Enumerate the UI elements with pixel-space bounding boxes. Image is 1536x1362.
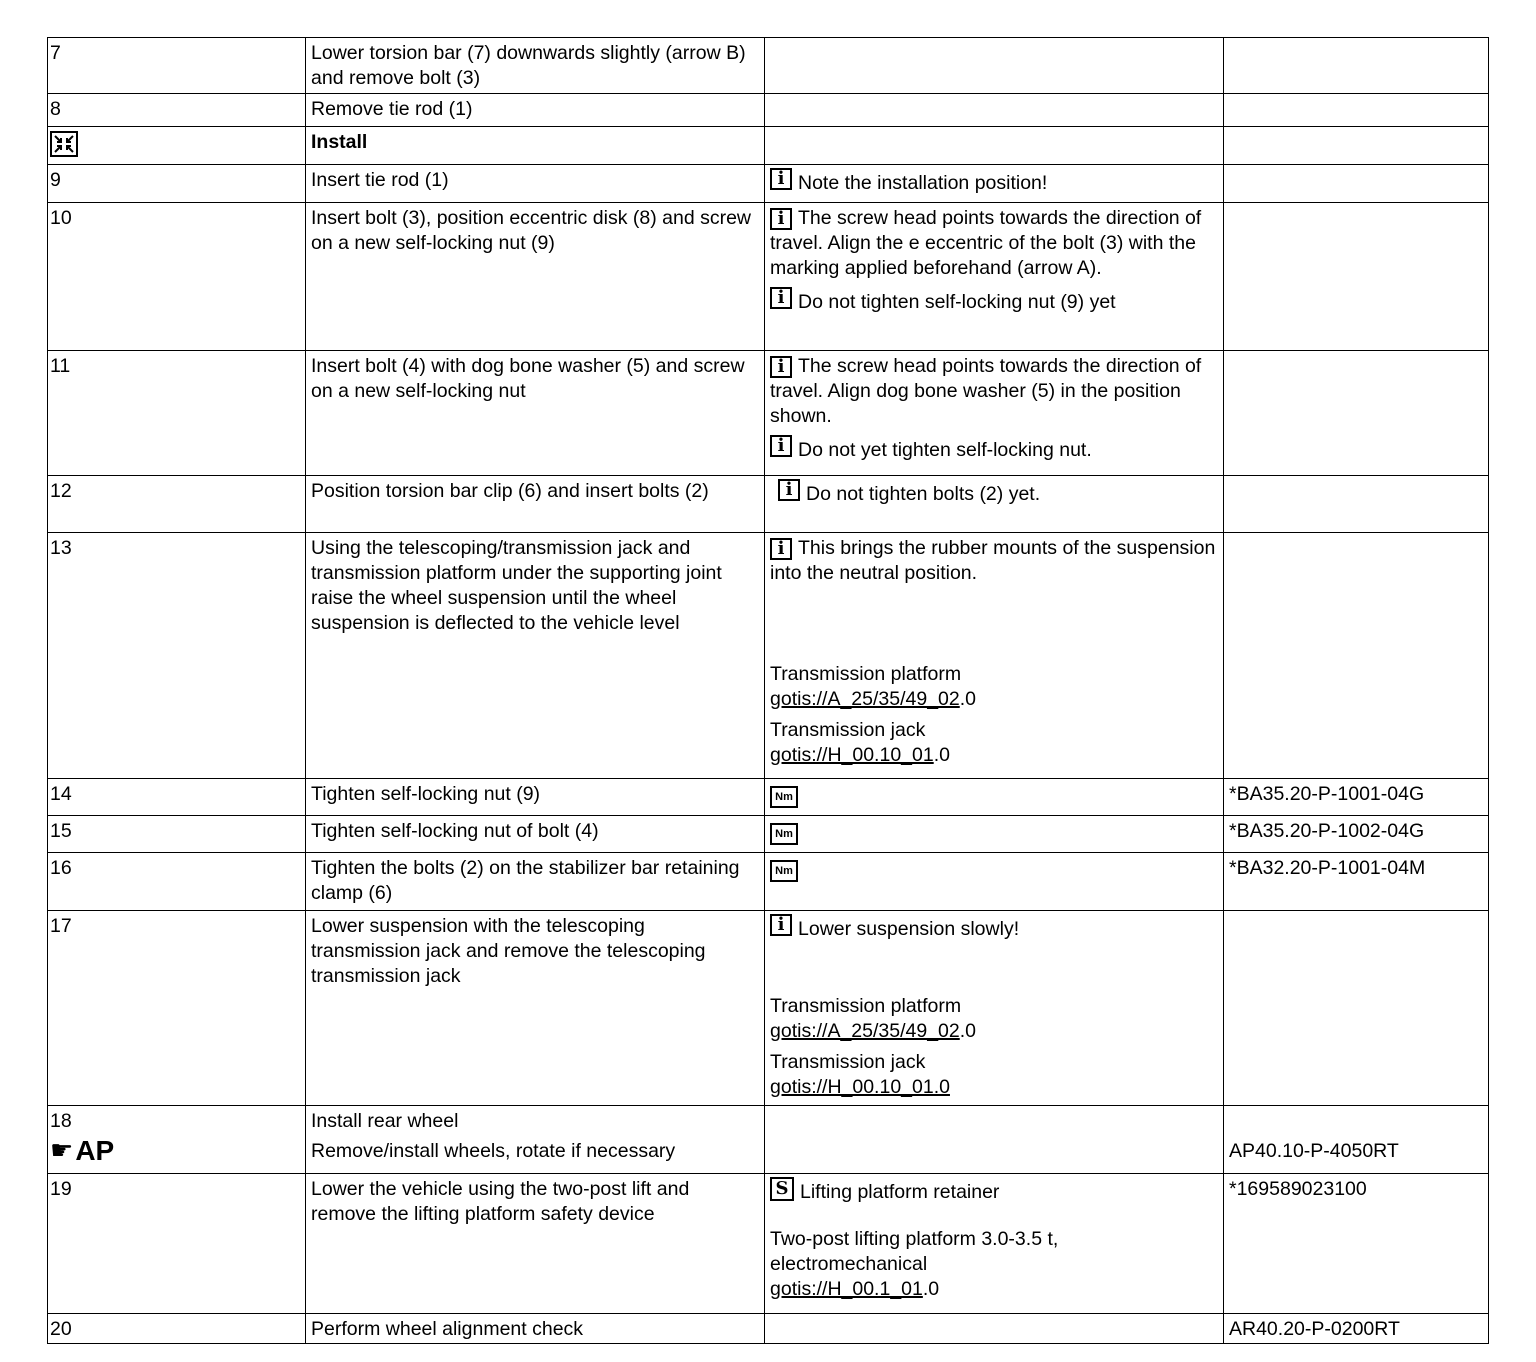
step-action: Tighten the bolts (2) on the stabilizer bar retaining clamp (6)	[306, 853, 765, 911]
table-row	[48, 476, 1489, 533]
ap-reference-marker: ☛ AP	[50, 1135, 115, 1166]
step-action: Tighten self-locking nut (9)	[306, 779, 765, 816]
step-action: Lower torsion bar (7) downwards slightly (arrow B) and remove bolt (3)	[306, 38, 765, 94]
reference-link[interactable]: *BA35.20-P-1001-04G	[1224, 779, 1489, 816]
step-number: 16	[48, 853, 306, 911]
step-number: 11	[48, 351, 306, 476]
torque-icon: Nm	[770, 823, 798, 845]
info-note: i Note the installation position!	[770, 168, 1218, 196]
table-row	[48, 853, 1489, 911]
table-row	[48, 1314, 1489, 1344]
special-tool-icon: S	[770, 1177, 794, 1201]
install-icon	[50, 131, 78, 157]
tool-link[interactable]: gotis://H_00.10_01.0	[770, 1076, 950, 1098]
info-note: i Do not tighten bolts (2) yet.	[770, 479, 1218, 507]
step-action: Remove tie rod (1)	[306, 94, 765, 127]
table-row	[48, 351, 1489, 476]
table-row	[48, 127, 1489, 165]
step-action: Insert bolt (3), position eccentric disk (8) and screw on a new self-locking nut (9)	[306, 203, 765, 351]
step-action: Using the telescoping/transmission jack and transmission platform under the supporting joint raise the wheel suspension until the wheel suspension is deflected to the vehicle level	[306, 533, 765, 779]
table-row: 17 Lower suspension with the telescoping transmission jack and remove the telescoping transmission jack i Lower suspension slowly! Transmission platform gotis://A_25/35/49_02.0 Transmission jack gotis://H_00.10_01.0	[48, 911, 1489, 1106]
step-action: Lower suspension with the telescoping transmission jack and remove the telescoping transmission jack	[306, 911, 765, 1106]
special-tool-note: S Lifting platform retainer	[770, 1177, 1218, 1205]
reference-link[interactable]: *BA32.20-P-1001-04M	[1224, 853, 1489, 911]
table-row: 13 Using the telescoping/transmission jack and transmission platform under the supporting joint raise the wheel suspension until the wheel suspension is deflected to the vehicle level i This brings the rubber mounts of the suspension into the neutral position. Transmission platform gotis://A_25/35/49_02.0 Transmission jack gotis://H_00.10_01.0	[48, 533, 1489, 779]
table-row	[48, 38, 1489, 94]
step-number: 15	[48, 816, 306, 853]
step-number: 19	[48, 1174, 306, 1314]
info-icon: i	[770, 914, 792, 936]
step-number: 12	[48, 476, 306, 533]
step-number: 9	[48, 165, 306, 203]
info-icon: i	[770, 287, 792, 309]
torque-icon: Nm	[770, 786, 798, 808]
torque-icon: Nm	[770, 860, 798, 882]
table-row	[48, 203, 1489, 351]
info-icon: i	[770, 208, 792, 230]
step-action: Install rear wheel	[311, 1110, 459, 1132]
reference-link[interactable]: *BA35.20-P-1002-04G	[1224, 816, 1489, 853]
step-action: Position torsion bar clip (6) and insert bolts (2)	[306, 476, 765, 533]
info-icon: i	[770, 538, 792, 560]
tool-name: Transmission platform	[770, 663, 962, 685]
tool-name: Transmission jack	[770, 719, 926, 741]
step-action: Lower the vehicle using the two-post lift and remove the lifting platform safety device	[306, 1174, 765, 1314]
info-note: i The screw head points towards the direction of travel. Align the e eccentric of the bolt (3) with the marking applied beforehand (arrow A).	[770, 207, 1202, 279]
reference-link[interactable]: *169589023100	[1224, 1174, 1489, 1314]
info-note: i Do not yet tighten self-locking nut.	[770, 435, 1218, 463]
info-icon: i	[770, 356, 792, 378]
tool-name: Transmission platform	[770, 995, 962, 1017]
tool-link[interactable]: gotis://A_25/35/49_02	[770, 688, 960, 710]
table-row	[48, 779, 1489, 816]
step-action: Tighten self-locking nut of bolt (4)	[306, 816, 765, 853]
reference-link[interactable]: AR40.20-P-0200RT	[1224, 1314, 1489, 1344]
section-title: Install	[306, 127, 765, 165]
reference-link[interactable]: AP40.10-P-4050RT	[1229, 1140, 1399, 1162]
procedure-table	[47, 37, 1489, 1344]
step-number: 8	[48, 94, 306, 127]
tool-link[interactable]: gotis://H_00.1_01	[770, 1278, 923, 1300]
pointing-hand-icon: ☛	[50, 1136, 74, 1166]
step-action: Insert bolt (4) with dog bone washer (5) and screw on a new self-locking nut	[306, 351, 765, 476]
info-note: i The screw head points towards the direction of travel. Align dog bone washer (5) in the position shown.	[770, 355, 1202, 427]
table-row	[48, 816, 1489, 853]
table-row	[48, 165, 1489, 203]
info-icon: i	[770, 435, 792, 457]
step-action: Perform wheel alignment check	[306, 1314, 765, 1344]
info-note: i This brings the rubber mounts of the suspension into the neutral position.	[770, 537, 1216, 584]
step-number: 10	[48, 203, 306, 351]
step-number: 14	[48, 779, 306, 816]
table-row	[48, 1106, 1489, 1174]
step-number: 13	[48, 533, 306, 779]
step-number: 18	[50, 1110, 72, 1132]
info-icon: i	[770, 168, 792, 190]
step-number: 7	[48, 38, 306, 94]
table-row	[48, 94, 1489, 127]
tool-link[interactable]: gotis://H_00.10_01	[770, 744, 934, 766]
info-icon: i	[778, 479, 800, 501]
tool-name: Transmission jack	[770, 1051, 926, 1073]
table-row: 19 Lower the vehicle using the two-post lift and remove the lifting platform safety device S Lifting platform retainer Two-post lifting platform 3.0-3.5 t, electromechanical gotis://H_00.1_01.0 *169589023100	[48, 1174, 1489, 1314]
step-number: 20	[48, 1314, 306, 1344]
step-number: 17	[48, 911, 306, 1106]
step-action-detail: Remove/install wheels, rotate if necessary	[311, 1140, 676, 1162]
info-note: i Do not tighten self-locking nut (9) yet	[770, 287, 1218, 315]
tool-name: Two-post lifting platform 3.0-3.5 t, electromechanical	[770, 1228, 1059, 1275]
step-action: Insert tie rod (1)	[306, 165, 765, 203]
info-note: i Lower suspension slowly!	[770, 914, 1218, 942]
tool-link[interactable]: gotis://A_25/35/49_02	[770, 1020, 960, 1042]
